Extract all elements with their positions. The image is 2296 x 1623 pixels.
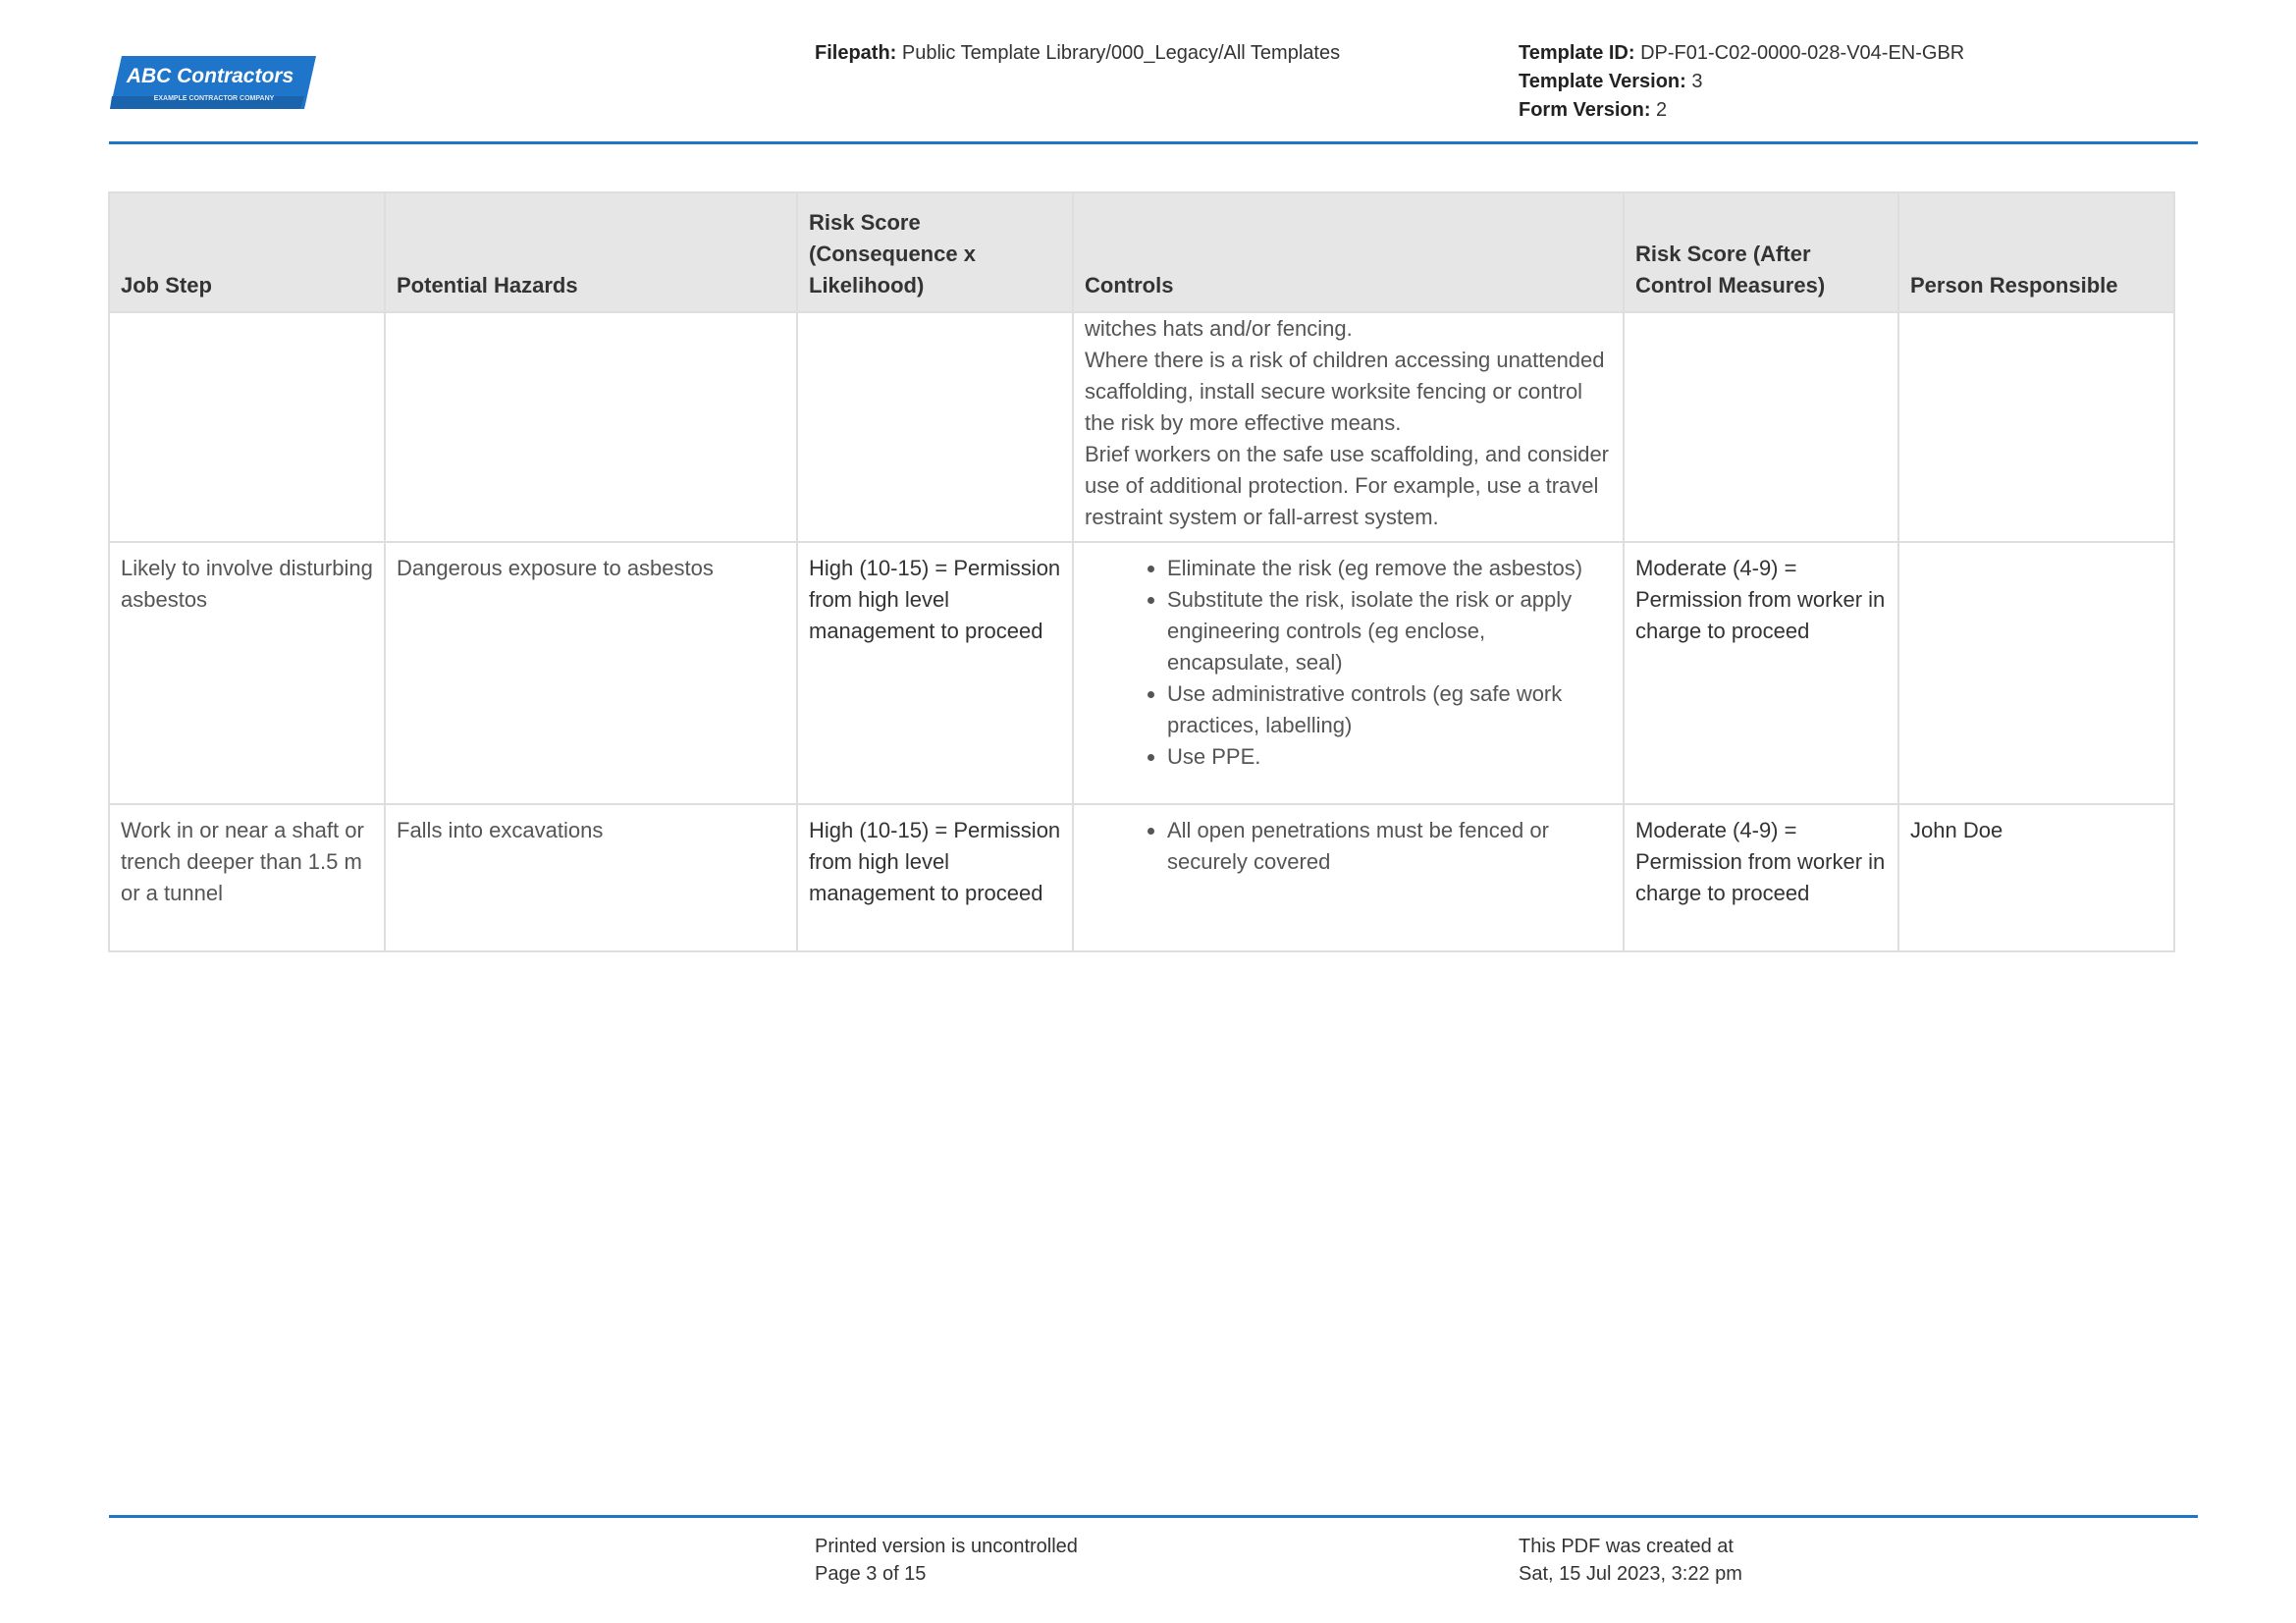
list-item: • Use administrative controls (eg safe work practices, labelling) <box>1167 678 1612 741</box>
col-job-step: Job Step <box>109 192 385 312</box>
risk-assessment-table <box>108 191 2175 952</box>
filepath-label: Filepath: <box>815 42 897 64</box>
controls-continuation: witches hats and/or fencing. Where there is a risk of children accessing unattended scaffolding, install secure worksite fencing or control the risk by more effective means. Brief workers on the safe use scaffolding, and consider use of additional protection. For example, use a travel restraint system or fall-arrest system. <box>1073 312 1624 542</box>
controls-cell <box>1073 542 1624 804</box>
job-step-cell: Likely to involve disturbing asbestos <box>109 542 385 804</box>
col-person-responsible: Person Responsible <box>1898 192 2174 312</box>
table-row <box>109 804 2174 951</box>
form-version: Form Version: 2 <box>1519 99 1668 121</box>
list-item: • Eliminate the risk (eg remove the asbestos) <box>1167 553 1612 584</box>
controls-list <box>1085 553 1612 773</box>
printed-note: Printed version is uncontrolled <box>815 1536 1078 1557</box>
col-risk-score-after: Risk Score (After Control Measures) <box>1624 192 1898 312</box>
footer-left <box>815 1533 1078 1588</box>
hazard-cell: Falls into excavations <box>385 804 797 951</box>
header-divider <box>109 141 2198 144</box>
list-item: • All open penetrations must be fenced or securely covered <box>1167 815 1612 878</box>
person-cell: John Doe <box>1898 804 2174 951</box>
created-timestamp: Sat, 15 Jul 2023, 3:22 pm <box>1519 1563 1742 1585</box>
template-version: Template Version: 3 <box>1519 71 1703 92</box>
svg-text:EXAMPLE CONTRACTOR COMPANY: EXAMPLE CONTRACTOR COMPANY <box>153 95 275 102</box>
page-number: Page 3 of 15 <box>815 1563 927 1585</box>
risk-after-cell: Moderate (4-9) = Permission from worker in charge to proceed <box>1624 542 1898 804</box>
table-header-row <box>109 192 2174 312</box>
person-cell <box>1898 542 2174 804</box>
col-risk-score: Risk Score (Consequence x Likelihood) <box>797 192 1073 312</box>
controls-list <box>1085 815 1612 878</box>
list-item: • Use PPE. <box>1167 741 1612 773</box>
filepath-value: Public Template Library/000_Legacy/All Templates <box>901 42 1341 64</box>
template-id: Template ID: DP-F01-C02-0000-028-V04-EN-GBR <box>1519 42 1965 64</box>
col-controls: Controls <box>1073 192 1624 312</box>
table-row <box>109 542 2174 804</box>
footer-divider <box>109 1515 2198 1518</box>
footer-right <box>1519 1533 1742 1588</box>
created-label: This PDF was created at <box>1519 1536 1734 1557</box>
risk-score-cell: High (10-15) = Permission from high level management to proceed <box>797 804 1073 951</box>
controls-cell <box>1073 804 1624 951</box>
company-logo <box>110 53 316 114</box>
filepath <box>815 39 1340 68</box>
table-row <box>109 312 2174 542</box>
job-step-cell: Work in or near a shaft or trench deeper than 1.5 m or a tunnel <box>109 804 385 951</box>
col-potential-hazards: Potential Hazards <box>385 192 797 312</box>
hazard-cell: Dangerous exposure to asbestos <box>385 542 797 804</box>
template-info <box>1519 39 1964 125</box>
svg-text:ABC Contractors: ABC Contractors <box>126 65 294 87</box>
risk-after-cell: Moderate (4-9) = Permission from worker in charge to proceed <box>1624 804 1898 951</box>
risk-score-cell: High (10-15) = Permission from high level management to proceed <box>797 542 1073 804</box>
list-item: • Substitute the risk, isolate the risk or apply engineering controls (eg enclose, encapsulate, seal) <box>1167 584 1612 678</box>
